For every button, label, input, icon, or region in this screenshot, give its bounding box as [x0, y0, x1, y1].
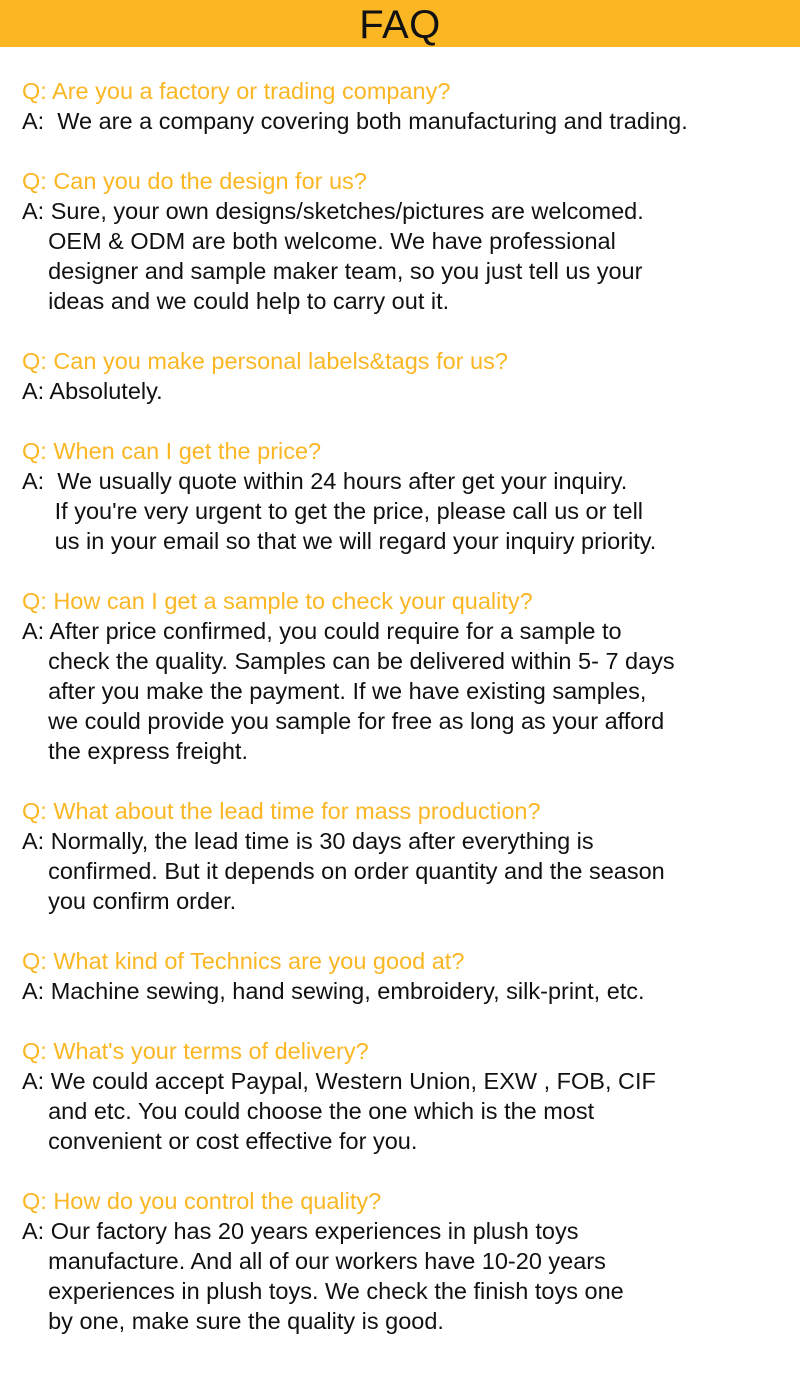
faq-item — [22, 1186, 792, 1336]
faq-item — [22, 946, 792, 1006]
faq-question: Q: What's your terms of delivery? — [22, 1038, 369, 1064]
faq-answer-line: confirmed. But it depends on order quantity and the season — [22, 858, 665, 884]
faq-question: Q: What kind of Technics are you good at? — [22, 948, 465, 974]
faq-answer-line: and etc. You could choose the one which is the most — [22, 1098, 595, 1124]
faq-question: Q: Can you make personal labels&tags for us? — [22, 348, 508, 374]
faq-answer-line: If you're very urgent to get the price, please call us or tell — [22, 498, 644, 524]
faq-answer-line: experiences in plush toys. We check the finish toys one — [22, 1278, 624, 1304]
faq-question: Q: Are you a factory or trading company? — [22, 78, 451, 104]
faq-answer-line: A: We usually quote within 24 hours after get your inquiry. — [22, 468, 628, 494]
faq-answer-line: the express freight. — [22, 738, 248, 764]
faq-answer-line: you confirm order. — [22, 888, 237, 914]
faq-list — [22, 76, 792, 1366]
faq-answer-line: designer and sample maker team, so you just tell us your — [22, 258, 643, 284]
faq-question: Q: Can you do the design for us? — [22, 168, 367, 194]
faq-question: Q: What about the lead time for mass production? — [22, 798, 541, 824]
faq-answer-line: after you make the payment. If we have existing samples, — [22, 678, 647, 704]
faq-answer-line: convenient or cost effective for you. — [22, 1128, 418, 1154]
faq-answer-line: A: We could accept Paypal, Western Union, EXW , FOB, CIF — [22, 1068, 656, 1094]
faq-answer-line: ideas and we could help to carry out it. — [22, 288, 450, 314]
page-title: FAQ — [359, 3, 441, 47]
faq-question: Q: How do you control the quality? — [22, 1188, 382, 1214]
faq-answer-line: A: Machine sewing, hand sewing, embroidery, silk-print, etc. — [22, 978, 645, 1004]
faq-answer-line: A: We are a company covering both manufacturing and trading. — [22, 108, 688, 134]
faq-answer-line: check the quality. Samples can be delivered within 5- 7 days — [22, 648, 675, 674]
faq-answer-line: A: Sure, your own designs/sketches/pictures are welcomed. — [22, 198, 644, 224]
faq-question: Q: How can I get a sample to check your quality? — [22, 588, 533, 614]
faq-answer-line: A: After price confirmed, you could require for a sample to — [22, 618, 622, 644]
faq-item — [22, 436, 792, 556]
faq-item — [22, 796, 792, 916]
faq-item — [22, 76, 792, 136]
faq-question: Q: When can I get the price? — [22, 438, 322, 464]
faq-answer-line: us in your email so that we will regard your inquiry priority. — [22, 528, 657, 554]
faq-item — [22, 166, 792, 316]
faq-answer-line: manufacture. And all of our workers have 10-20 years — [22, 1248, 606, 1274]
faq-answer-line: OEM & ODM are both welcome. We have professional — [22, 228, 616, 254]
faq-item — [22, 346, 792, 406]
faq-answer-line: A: Absolutely. — [22, 378, 163, 404]
faq-answer-line: A: Normally, the lead time is 30 days after everything is — [22, 828, 594, 854]
faq-item — [22, 1036, 792, 1156]
faq-item — [22, 586, 792, 766]
faq-answer-line: by one, make sure the quality is good. — [22, 1308, 444, 1334]
faq-answer-line: A: Our factory has 20 years experiences in plush toys — [22, 1218, 579, 1244]
faq-answer-line: we could provide you sample for free as long as your afford — [22, 708, 665, 734]
faq-header-bar — [0, 0, 800, 47]
